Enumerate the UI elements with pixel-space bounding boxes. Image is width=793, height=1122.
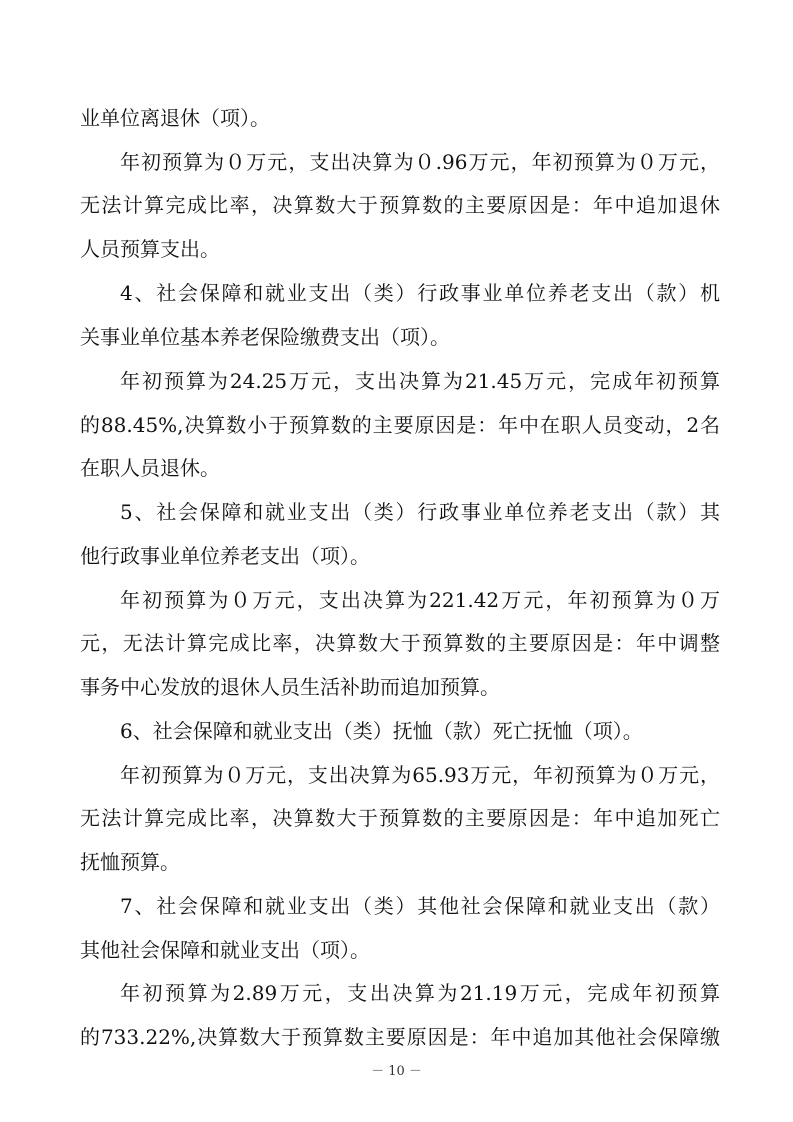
text-line: 7、社会保障和就业支出（类）其他社会保障和就业支出（款） [120,894,720,918]
text-line: 在职人员退休。 [80,456,220,480]
text-line: 年初预算为24.25万元，支出决算为21.45万元，完成年初预算 [120,369,720,393]
text-line: 他行政事业单位养老支出（项）。 [80,544,370,568]
text-line: 年初预算为2.89万元，支出决算为21.19万元，完成年初预算 [120,981,720,1005]
text-line: 年初预算为０万元，支出决算为０.96万元，年初预算为０万元， [120,150,720,174]
text-line: 的88.45%,决算数小于预算数的主要原因是：年中在职人员变动，2名 [80,413,720,437]
text-line: 4、社会保障和就业支出（类）行政事业单位养老支出（款）机 [120,281,720,305]
text-line: 年初预算为０万元，支出决算为65.93万元，年初预算为０万元， [120,763,720,787]
text-line: 抚恤预算。 [80,850,180,874]
text-line: 6、社会保障和就业支出（类）抚恤（款）死亡抚恤（项）。 [120,719,643,743]
text-line: 业单位离退休（项）。 [80,106,270,130]
text-line: 无法计算完成比率，决算数大于预算数的主要原因是：年中追加死亡 [80,806,720,830]
text-line: 人员预算支出。 [80,237,220,261]
page-number: － 10 － [371,1064,422,1079]
text-line: 关事业单位基本养老保险缴费支出（项）。 [80,325,450,349]
text-line: 事务中心发放的退休人员生活补助而追加预算。 [80,675,500,699]
text-line: 年初预算为０万元，支出决算为221.42万元，年初预算为０万 [120,588,720,612]
text-line: 5、社会保障和就业支出（类）行政事业单位养老支出（款）其 [120,500,720,524]
text-line: 的733.22%,决算数大于预算数主要原因是：年中追加其他社会保障缴 [80,1025,720,1049]
text-line: 无法计算完成比率，决算数大于预算数的主要原因是：年中追加退休 [80,193,720,217]
text-line: 其他社会保障和就业支出（项）。 [80,938,370,962]
text-line: 元，无法计算完成比率，决算数大于预算数的主要原因是：年中调整 [80,631,720,655]
